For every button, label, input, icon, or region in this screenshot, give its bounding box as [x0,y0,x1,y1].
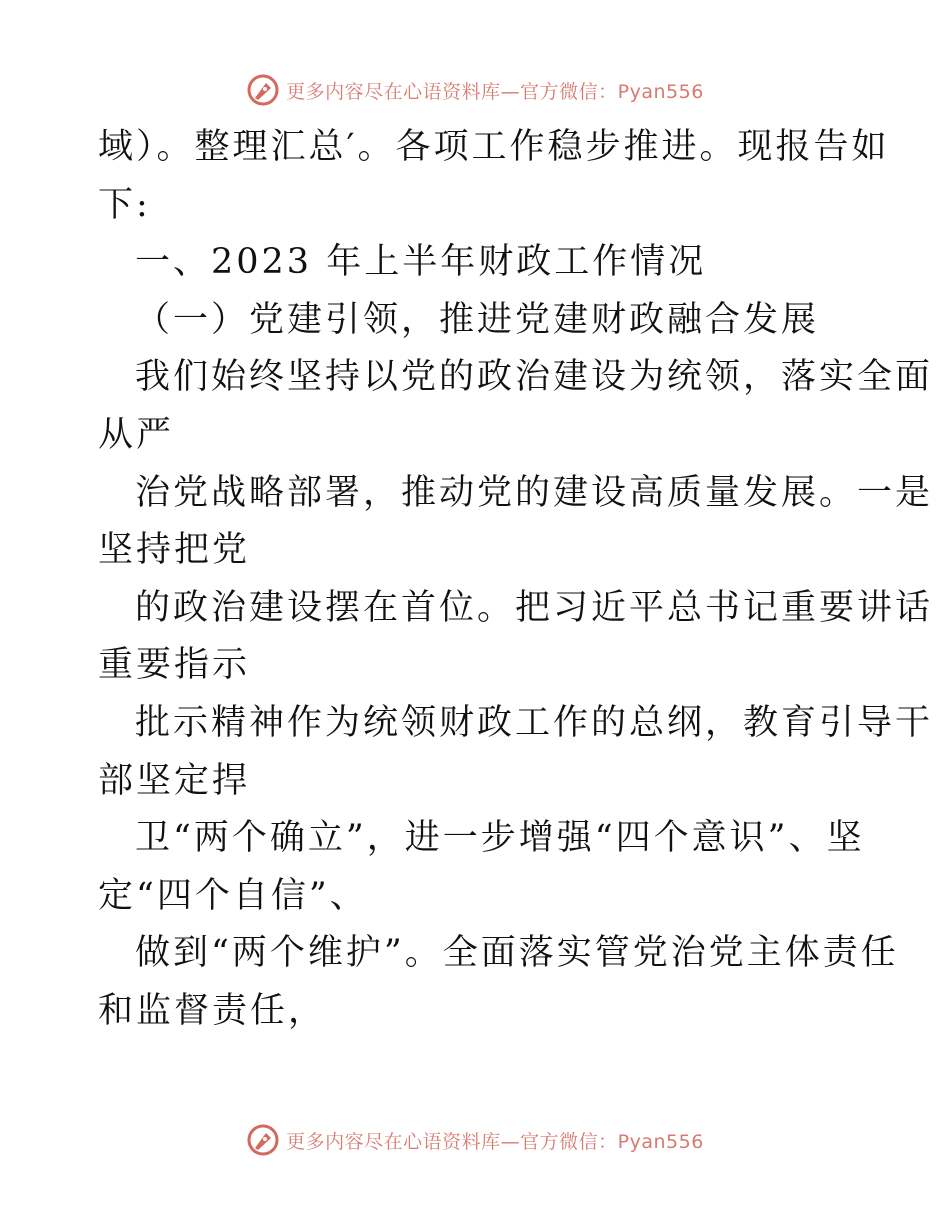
text-line: 做到“两个维护”。全面落实管党治党主体责任 [135,933,899,974]
text-line: 下: [98,184,151,225]
watermark-text: 更多内容尽在心语资料库—官方微信：Pyan556 [286,1130,704,1153]
text-line: 和监督责任， [98,990,327,1031]
text-line: 重要指示 [98,645,251,686]
watermark-text: 更多内容尽在心语资料库—官方微信：Pyan556 [286,80,704,103]
text-line: 坚持把党 [98,530,251,571]
text-line: 的政治建设摆在首位。把习近平总书记重要讲话 [135,587,934,628]
document-body [98,119,934,1041]
text-line: 卫“两个确立”，进一步增强“四个意识”、坚 [135,818,865,859]
text-line: 部坚定捍 [98,760,251,801]
pen-nib-circle-icon [246,73,280,107]
header-watermark [0,70,950,110]
text-line: （一）党建引领，推进党建财政融合发展 [135,299,820,340]
text-line: 从严 [98,414,175,455]
text-line: 域）。整理汇总′。各项工作稳步推进。现报告如 [98,127,890,167]
text-line: 批示精神作为统领财政工作的总纲，教育引导干 [135,702,934,743]
text-line: 一、2023 年上半年财政工作情况 [135,242,707,283]
text-line: 治党战略部署，推动党的建设高质量发展。一是 [135,472,934,513]
pen-nib-circle-icon [246,1123,280,1157]
text-line: 我们始终坚持以党的政治建设为统领，落实全面 [135,357,934,398]
text-line: 定“四个自信”、 [98,875,368,916]
footer-watermark [0,1120,950,1160]
